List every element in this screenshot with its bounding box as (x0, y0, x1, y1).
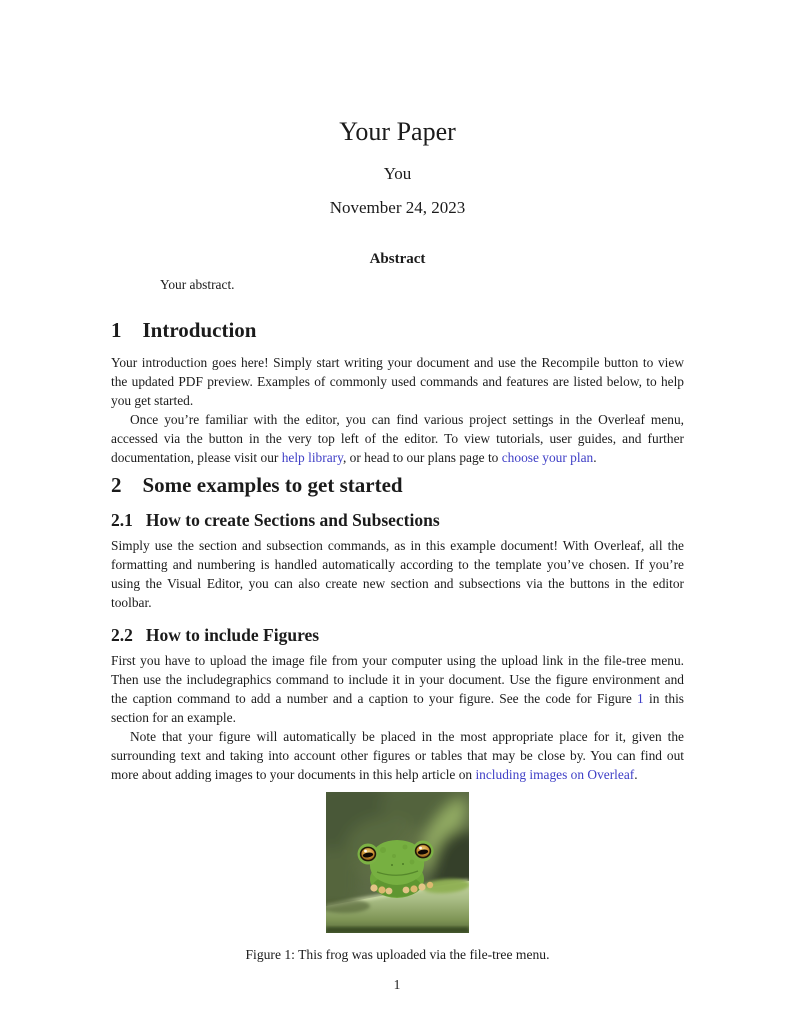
section-1-paragraph-2 (111, 410, 684, 467)
section-2-heading (111, 474, 684, 497)
section-2-1-title: How to create Sections and Subsections (145, 510, 440, 530)
section-1-number: 1 (111, 318, 122, 342)
including-images-link[interactable]: including images on Overleaf (475, 767, 635, 782)
abstract-text: Your abstract. (160, 277, 235, 292)
section-2-title: Some examples to get started (142, 473, 403, 497)
page-number: 1 (393, 977, 401, 992)
frog-photo (326, 792, 469, 933)
paper-title: Your Paper (339, 117, 456, 146)
section-2-2-number: 2.2 (111, 625, 133, 645)
section-1-heading (111, 319, 684, 342)
figure-1 (111, 792, 684, 933)
section-2-1-heading (111, 510, 684, 530)
section-2-1-paragraph-1: Simply use the section and subsection commands, as in this example document! With Overleaf, all the formatting and numbering is handled automatically according to the template you’ve chosen. If you’re using the Visual Editor, you can also create new section and subsections via the buttons in the editor toolbar. (111, 538, 684, 610)
figure-1-reference-link[interactable]: 1 (637, 691, 644, 706)
section-2-2-paragraph-1 (111, 651, 684, 727)
paragraph-text: Once you’re familiar with the editor, you can find various project settings in the Overleaf menu, accessed via the button in the very top left of the editor. To view tutorials, user guides, and further documentation, please visit our (111, 412, 684, 465)
paragraph-text: Note that your figure will automatically be placed in the most appropriate place for it, given the surrounding text and taking into account other figures or tables that may be close by. You can find out more about adding images to your documents in this help article on (111, 729, 684, 782)
paragraph-text: , or head to our plans page to (342, 450, 502, 465)
paragraph-text: in this section for an example. (111, 691, 684, 725)
paper-author: You (383, 164, 412, 183)
paragraph-text: . (593, 450, 597, 465)
paper-date: November 24, 2023 (329, 198, 466, 217)
section-1-title: Introduction (142, 318, 257, 342)
paragraph-text: . (634, 767, 638, 782)
help-library-link[interactable]: help library (281, 450, 343, 465)
figure-1-caption: Figure 1: This frog was uploaded via the file-tree menu. (245, 947, 550, 962)
section-1-paragraph-1: Your introduction goes here! Simply start writing your document and use the Recompile button to view the updated PDF preview. Examples of commonly used commands and features are listed below, to help you get started. (111, 355, 684, 408)
section-2-number: 2 (111, 473, 122, 497)
section-2-2-title: How to include Figures (145, 625, 320, 645)
choose-your-plan-link[interactable]: choose your plan (501, 450, 594, 465)
section-2-2-paragraph-2 (111, 727, 684, 784)
section-2-1-number: 2.1 (111, 510, 133, 530)
section-2-2-heading (111, 625, 684, 645)
paragraph-text: First you have to upload the image file from your computer using the upload link in the file-tree menu. Then use the includegraphics command to include it in your document. Use the figure environment and the caption command to add a number and a caption to your figure. See the code for Figure (111, 653, 684, 706)
page-content (0, 117, 794, 963)
abstract-heading: Abstract (369, 251, 426, 267)
